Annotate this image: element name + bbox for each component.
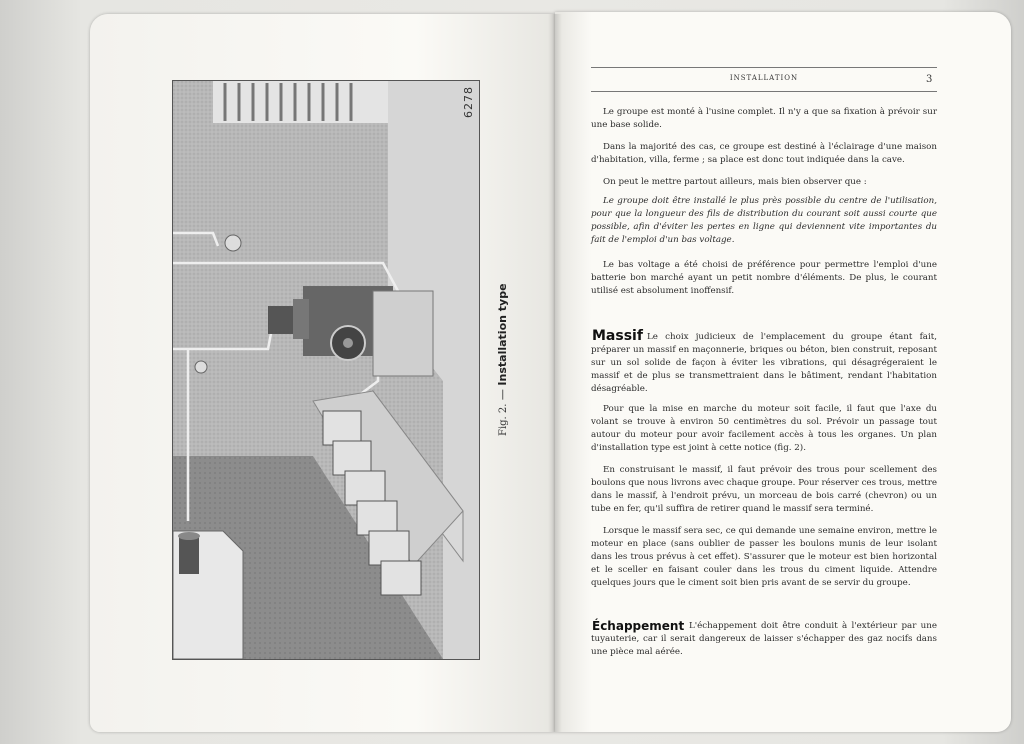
header-rule-bottom bbox=[591, 91, 937, 92]
figure-caption bbox=[496, 283, 509, 436]
figure-title: Installation type bbox=[496, 283, 509, 386]
echappement-paragraph: L'échappement doit être conduit à l'extérieur par une tuyauterie, car il serait dangereux de laisser s'échapper des gaz nocifs dans une pièce mal aérée. bbox=[591, 621, 937, 658]
figure-number: 6278 bbox=[462, 86, 475, 118]
voltage-paragraph: Le bas voltage a été choisi de préférence pour permettre l'emploi d'une batterie bon marché ayant un petit nombre d'éléments. De plus, le courant utilisé est absolument inoffensif. bbox=[591, 260, 937, 297]
installation-illustration bbox=[173, 81, 479, 659]
massif-paragraph: En construisant le massif, il faut prévoir des trous pour scellement des boulons que nous livrons avec chaque groupe. Pour réserver ces trous, mettre dans le massif, à l'endroit prévu, un morceau de bois carré (chevron) ou un tube en fer, qu'il suffira de retirer quand le massif sera terminé. bbox=[591, 465, 937, 515]
page-number: 3 bbox=[926, 74, 933, 85]
running-head: INSTALLATION bbox=[729, 74, 799, 82]
echappement-heading: Échappement bbox=[592, 619, 685, 633]
massif-paragraph: Lorsque le massif sera sec, ce qui demande une semaine environ, mettre le moteur en place (sans oublier de passer les boulons munis de leur isolant dans les trous prévus à cet effet). S'assurer que le moteur est bien horizontal et le sceller en faisant couler dans les trous du ciment liquide. Attendre quelques jours que le ciment soit bien pris avant de se servir du groupe. bbox=[591, 526, 937, 589]
book-gutter bbox=[548, 14, 562, 732]
intro-paragraph: Le groupe est monté à l'usine complet. Il n'y a que sa fixation à prévoir sur une base solide. bbox=[591, 107, 937, 131]
header-rule-top bbox=[591, 67, 937, 68]
figure-label: Fig. 2. bbox=[498, 403, 509, 436]
massif-paragraph: Le choix judicieux de l'emplacement du groupe étant fait, préparer un massif en maçonnerie, briques ou béton, bien construit, reposant sur un sol solide de façon à éviter les vibrations, qui désagrégeraient le massif et de plus se transmettraient dans le bâtiment, rendant l'habitation désagréable. bbox=[591, 332, 937, 395]
intro-paragraph: On peut le mettre partout ailleurs, mais bien observer que : bbox=[603, 177, 867, 187]
massif-paragraph: Pour que la mise en marche du moteur soit facile, il faut que l'axe du volant se trouve à environ 50 centimètres du sol. Prévoir un passage tout autour du moteur pour avoir facilement accès à tous les organes. Un plan d'installation type est joint à cette notice (fig. 2). bbox=[591, 404, 937, 454]
caption-dash: — bbox=[496, 389, 509, 401]
installation-figure bbox=[172, 80, 480, 660]
massif-heading: Massif bbox=[592, 328, 643, 344]
intro-paragraph: Dans la majorité des cas, ce groupe est destiné à l'éclairage d'une maison d'habitation, villa, ferme ; sa place est donc tout indiquée dans la cave. bbox=[591, 142, 937, 166]
italic-paragraph: Le groupe doit être installé le plus près possible du centre de l'utilisation, pour que la longueur des fils de distribution du courant soit aussi courte que possible, afin d'éviter les pertes en ligne qui deviennent vite importantes du fait de l'emploi d'un bas voltage. bbox=[591, 196, 937, 246]
